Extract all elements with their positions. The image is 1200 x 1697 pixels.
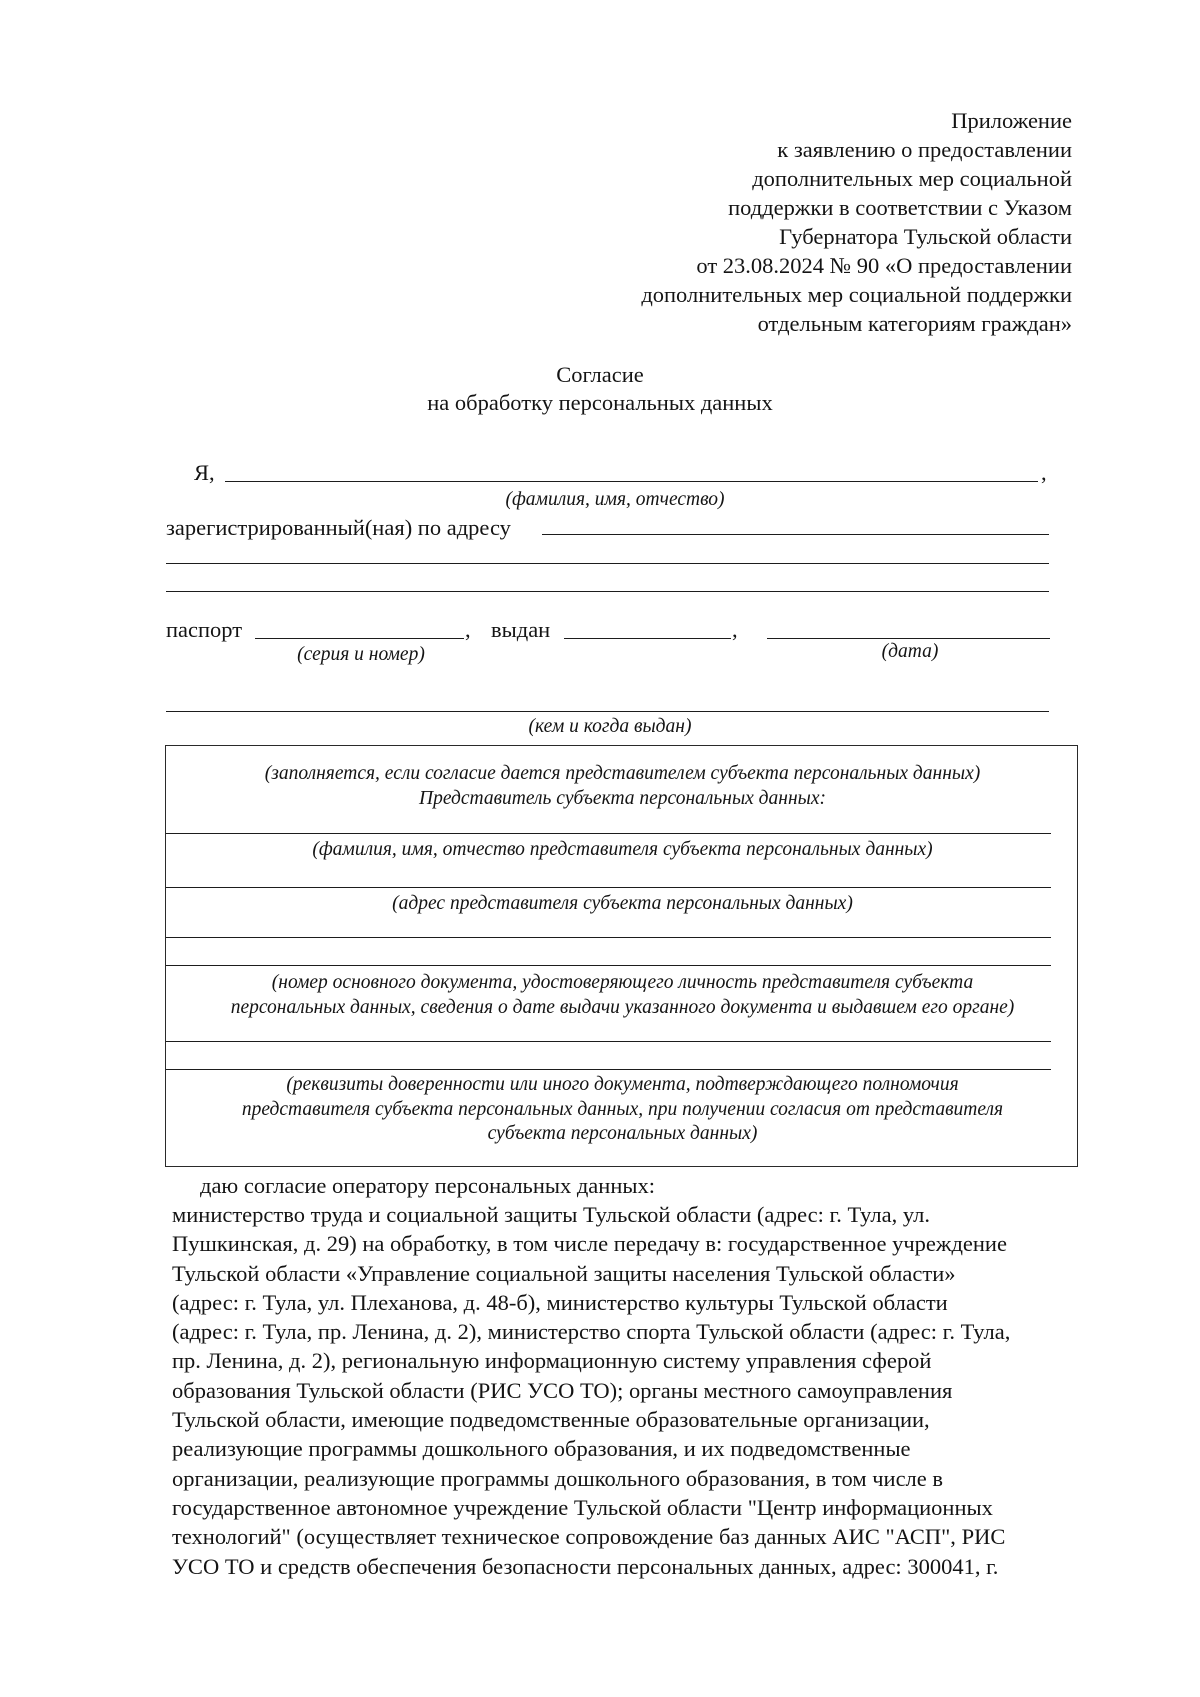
consent-line: УСО ТО и средств обеспечения безопасности персональных данных, адрес: 300041, г. [172,1553,999,1579]
consent-lead: даю согласие оператору персональных данных: [200,1173,655,1198]
address-field-line-3[interactable] [166,591,1049,592]
address-field-line-2[interactable] [166,563,1049,564]
representative-poa-hint-line: (реквизиты доверенности или иного документа, подтверждающего полномочия [286,1074,959,1095]
consent-line: (адрес: г. Тула, ул. Плеханова, д. 48-б), министерство культуры Тульской области [172,1289,948,1315]
appendix-line: дополнительных мер социальной [752,166,1072,191]
consent-line: министерство труда и социальной защиты Тульской области (адрес: г. Тула, ул. [172,1202,930,1227]
representative-poa-hint-line: представителя субъекта персональных данных, при получении согласия от представителя [241,1098,1004,1120]
consent-body [172,1200,1077,1581]
passport-label: паспорт [166,617,243,642]
issued-comma: , [732,617,738,642]
appendix-line: Приложение [951,108,1072,133]
series-hint: (серия и номер) [297,644,425,665]
representative-address-hint: (адрес представителя субъекта персональных данных) [392,893,853,914]
consent-line: пр. Ленина, д. 2), региональную информационную систему управления сферой [172,1348,932,1374]
appendix-line: отдельным категориям граждан» [757,311,1072,336]
consent-line: реализующие программы дошкольного образования, и их подведомственные [172,1436,911,1462]
fio-field[interactable] [225,481,1038,482]
representative-document-hint-line: персональных данных, сведения о дате выдачи указанного документа и выдавшем его органе) [230,996,1015,1018]
representative-note: (заполняется, если согласие дается представителем субъекта персональных данных) [264,763,981,784]
date-field[interactable] [767,638,1050,639]
representative-address-field[interactable] [166,887,1051,888]
appendix-line: от 23.08.2024 № 90 «О предоставлении [696,253,1072,278]
consent-line: технологий" (осуществляет техническое сопровождение баз данных АИС "АСП", РИС [172,1524,1006,1550]
consent-line: (адрес: г. Тула, пр. Ленина, д. 2), министерство спорта Тульской области (адрес: г. Тула, [172,1319,1011,1345]
consent-line: Тульской области «Управление социальной защиты населения Тульской области» [172,1260,956,1286]
i-prefix: Я, [194,460,215,485]
consent-line: государственное автономное учреждение Тульской области "Центр информационных [172,1494,993,1520]
address-label: зарегистрированный(ная) по адресу [166,515,511,540]
appendix-line: Губернатора Тульской области [779,224,1072,249]
appendix-line: поддержки в соответствии с Указом [728,195,1072,220]
issued-by-hint: (кем и когда выдан) [528,716,692,737]
appendix-line: к заявлению о предоставлении [777,137,1072,162]
representative-document-field-1[interactable] [166,937,1051,938]
representative-heading: Представитель субъекта персональных данных: [419,787,826,809]
representative-fio-hint: (фамилия, имя, отчество представителя субъекта персональных данных) [312,839,933,860]
representative-document-field-2[interactable] [166,965,1051,966]
representative-document-hint-line: (номер основного документа, удостоверяющего личность представителя субъекта [271,972,974,993]
representative-poa-hint [166,1073,1079,1147]
appendix-header [552,106,1072,338]
issued-by-field[interactable] [166,711,1049,712]
appendix-line: дополнительных мер социальной поддержки [641,282,1072,307]
passport-series-field[interactable] [255,638,464,639]
representative-poa-hint-line: субъекта персональных данных) [487,1123,758,1144]
issued-field[interactable] [564,638,731,639]
consent-line: Тульской области, имеющие подведомственные образовательные организации, [172,1407,930,1433]
representative-box [165,745,1078,1167]
address-field-line-1[interactable] [542,534,1049,535]
consent-line: организации, реализующие программы дошкольного образования, в том числе в [172,1465,944,1491]
passport-comma: , [465,617,471,642]
issued-label: выдан [491,617,551,642]
consent-line: Пушкинская, д. 29) на обработку, в том числе передачу в: государственное учреждение [172,1231,1007,1257]
date-hint: (дата) [881,641,939,662]
fio-hint: (фамилия, имя, отчество) [505,489,725,510]
representative-poa-field-1[interactable] [166,1041,1051,1042]
representative-document-hint [166,971,1079,1020]
document-title: Согласие [556,362,644,387]
consent-line: образования Тульской области (РИС УСО ТО); органы местного самоуправления [172,1377,953,1403]
representative-poa-field-2[interactable] [166,1069,1051,1070]
document-subtitle: на обработку персональных данных [427,390,773,415]
representative-note-block [166,762,1079,811]
fio-comma: , [1041,460,1047,485]
representative-fio-field[interactable] [166,833,1051,834]
